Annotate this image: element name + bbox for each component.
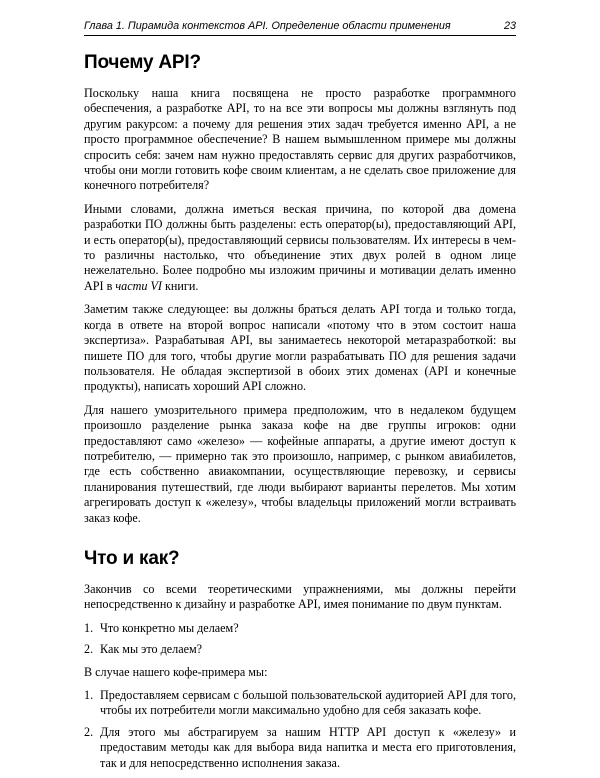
section-heading-what-how: Что и как?	[84, 547, 180, 569]
list-number: 1.	[84, 688, 94, 702]
running-header	[84, 20, 516, 36]
paragraph	[84, 202, 516, 294]
paragraph: Заметим также следующее: вы должны браться делать API тогда и только тогда, когда в ответе на второй вопрос написали «потому что в этом состоит наша экспертиза». Разрабатывая API, вы занимаетесь некоторой метаразработкой: вы пишете ПО для того, чтобы другие могли разрабатывать ПО для решения задачи пользователя. Не обладая экспертизой в обоих этих доменах (API и конечные продукты), написать хороший API сложно.	[84, 302, 516, 394]
list-number: 2.	[84, 642, 94, 657]
list-text: Как мы это делаем?	[100, 642, 203, 657]
paragraph-tail: книги.	[165, 278, 199, 293]
list-text: Что конкретно мы делаем?	[100, 620, 239, 635]
questions-list	[84, 621, 516, 658]
list-item	[84, 688, 516, 719]
paragraph: Для нашего умозрительного примера предположим, что в недалеком будущем произошло разделение рынка заказа кофе на две группы игроков: одни предоставляют само «железо» — кофейные аппараты, а другие имеют доступ к потребителю, — примерно так это произошло, например, с рынком авиабилетов, где есть собственно авиакомпании, осуществляющие перевозку, и сервисы планирования путешествий, где люди выбирают варианты перелетов. Мы хотим агрегировать доступ к «железу», чтобы владельцы приложений могли встраивать заказ кофе.	[84, 402, 516, 525]
page-body	[84, 52, 516, 778]
list-item	[84, 642, 516, 657]
section-heading-why-api: Почему API?	[84, 52, 201, 73]
part-reference: части VI	[115, 278, 162, 293]
list-text: Предоставляем сервисам с большой пользовательской аудиторией API для того, чтобы их потребители могли максимально удобно для себя заказать кофе.	[100, 688, 516, 718]
page-number: 23	[503, 20, 516, 32]
paragraph: В случае нашего кофе-примера мы:	[84, 664, 268, 679]
paragraph: Закончив со всеми теоретическими упражнениями, мы должны перейти непосредственно к дизайну и разработке API, имея понимание по двум пунктам.	[84, 581, 516, 612]
paragraph-text: Иными словами, должна иметься веская причина, по которой два домена разработки ПО должны быть разделены: есть оператор(ы), предоставляющий API, и есть оператор(ы), предоставляющий сервисы пользователям. Их интересы в чем-то различны настолько, что объединение этих двух ролей в одном лице нежелательно. Более подробно мы изложим причины и мотивации делать именно API в	[84, 201, 516, 293]
paragraph: Поскольку наша книга посвящена не просто разработке программного обеспечения, а разработке API, то на все эти вопросы мы должны взглянуть под другим ракурсом: а почему для решения этих задач требуется именно API, а не просто программное обеспечение? В нашем вымышленном примере мы должны спросить себя: зачем нам нужно предоставлять сервис для других разработчиков, чтобы они могли готовить кофе своим клиентам, а не сделать свое приложение для конечного потребителя?	[84, 86, 516, 193]
list-number: 2.	[84, 724, 94, 739]
list-item	[84, 725, 516, 771]
list-text: Для этого мы абстрагируем за нашим HTTP API доступ к «железу» и предоставим методы как для выбора вида напитка и места его приготовления, так и для непосредственно исполнения заказа.	[100, 724, 516, 770]
list-item	[84, 621, 516, 636]
list-number: 1.	[84, 620, 94, 635]
chapter-title: Глава 1. Пирамида контекстов API. Определение области применения	[84, 20, 451, 32]
answers-list	[84, 688, 516, 771]
